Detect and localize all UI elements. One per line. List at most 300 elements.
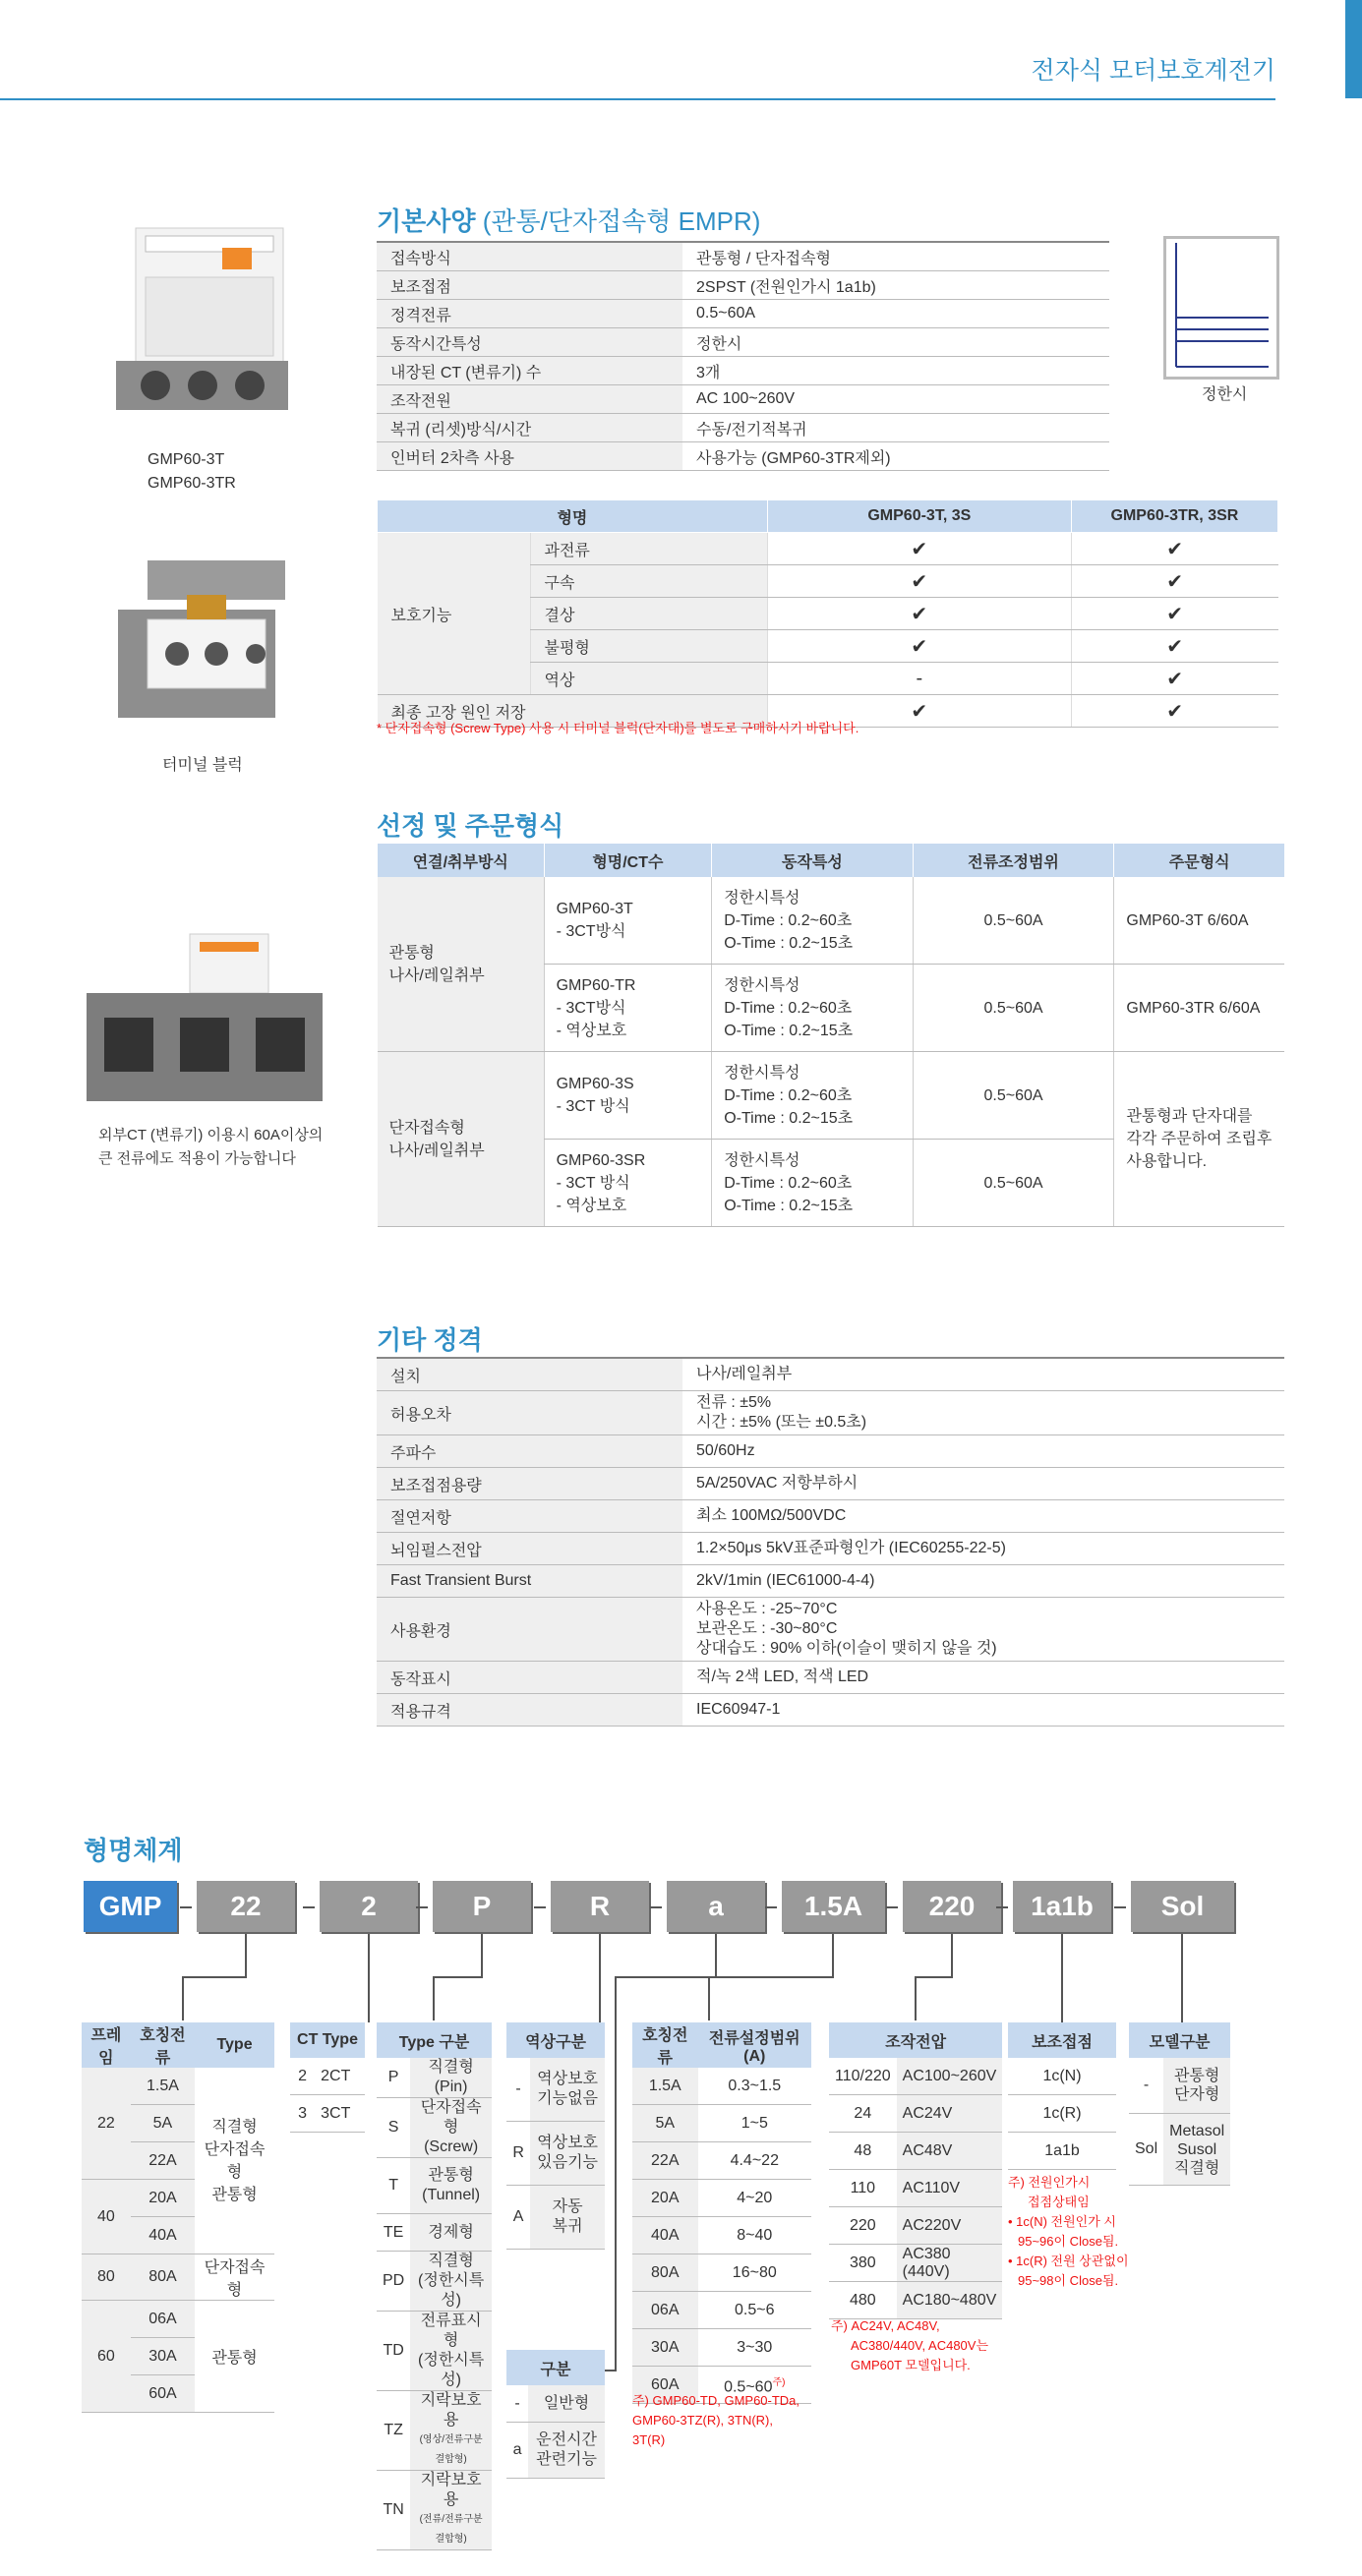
check-mark: - xyxy=(767,663,1071,695)
note-line: 95~98이 Close됨. xyxy=(1018,2273,1119,2288)
note-line: AC380/440V, AC480V는 xyxy=(851,2338,989,2353)
note-line: 접점상태임 xyxy=(1028,2195,1090,2209)
type-desc xyxy=(410,2471,492,2550)
rated-current: 40A xyxy=(131,2217,195,2254)
mount-type xyxy=(378,877,545,1052)
spec-key: 뇌임펄스전압 xyxy=(377,1533,682,1565)
check-mark: ✔ xyxy=(767,565,1071,598)
order-line: GMP60-3T 6/60A xyxy=(1126,911,1249,929)
value-line: 시간 : ±5% (또는 ±0.5초) xyxy=(696,1414,867,1431)
terminal-block-caption: 터미널 블럭 xyxy=(162,757,243,774)
voltage-code: 48 xyxy=(829,2133,897,2170)
spec-value xyxy=(682,1694,1284,1727)
col-header: 동작특성 xyxy=(712,844,913,877)
connector-line xyxy=(915,1976,917,2020)
spec-key: 보조접점 xyxy=(377,271,682,300)
spec-value xyxy=(682,1358,1284,1391)
model-line: GMP60-3SR xyxy=(556,1151,646,1169)
connector-line xyxy=(182,1976,246,1978)
order-row xyxy=(378,877,1285,965)
connector-line xyxy=(182,1976,184,2020)
connector-line xyxy=(368,1934,370,2022)
spec-row xyxy=(377,357,1109,385)
header-tab-marker xyxy=(1345,0,1362,98)
spec-row xyxy=(377,1565,1284,1598)
spec-value xyxy=(682,1662,1284,1694)
type-desc xyxy=(410,2158,492,2214)
connector-line xyxy=(433,1976,482,1978)
current-range: 0.5~60A xyxy=(913,877,1114,965)
mount-line: 관통형 xyxy=(388,944,435,962)
spec-key: 접속방식 xyxy=(377,242,682,271)
basic-spec-title xyxy=(377,202,760,238)
value-line: 전류 : ±5% xyxy=(696,1394,772,1411)
setting-range: 4.4~22 xyxy=(698,2142,811,2180)
type-code: TZ xyxy=(377,2391,410,2471)
value-line: 5A/250VAC 저항부하시 xyxy=(696,1475,859,1492)
aux-contact-table xyxy=(1008,2022,1116,2170)
model-ct xyxy=(544,877,712,965)
spec-key: 인버터 2차측 사용 xyxy=(377,442,682,471)
current-row xyxy=(632,2105,811,2142)
value-line: 최소 100MΩ/500VDC xyxy=(696,1507,847,1524)
type-code: TN xyxy=(377,2471,410,2550)
ct-code: 3 xyxy=(290,2095,315,2133)
desc-line: 운전시간 xyxy=(536,2431,597,2448)
current-range: 0.5~60A xyxy=(913,1140,1114,1227)
col-header: 호칭전류 xyxy=(131,2022,195,2068)
model-code-box: Sol xyxy=(1131,1881,1234,1932)
spec-row xyxy=(377,1391,1284,1435)
voltage-desc: AC180~480V xyxy=(897,2282,1003,2319)
col-header: Type xyxy=(195,2022,274,2068)
spec-value xyxy=(682,1500,1284,1533)
voltage-code: 380 xyxy=(829,2245,897,2282)
value-line: 1.2×50μs 5kV표준파형인가 (IEC60255-22-5) xyxy=(696,1540,1006,1556)
type-row xyxy=(377,2312,492,2391)
desc-line: 직결형 xyxy=(428,2253,474,2269)
spec-row xyxy=(377,1358,1284,1391)
spec-row xyxy=(377,1435,1284,1468)
col-header: 연결/취부방식 xyxy=(378,844,545,877)
current-row xyxy=(632,2329,811,2367)
model-code-box: 2 xyxy=(320,1881,418,1932)
spec-key: 보조접점용량 xyxy=(377,1468,682,1500)
frame-code: 80 xyxy=(82,2254,131,2301)
setting-range: 8~40 xyxy=(698,2217,811,2254)
type-code: T xyxy=(377,2158,410,2214)
spec-value xyxy=(682,1533,1284,1565)
order-format xyxy=(1114,965,1284,1052)
spec-row xyxy=(377,1468,1284,1500)
reverse-desc xyxy=(530,2058,605,2122)
model-code: Sol xyxy=(1129,2114,1163,2186)
type-desc xyxy=(410,2391,492,2471)
connector-line xyxy=(1061,1934,1063,2022)
rated-current: 20A xyxy=(131,2180,195,2217)
value-line: 2kV/1min (IEC61000-4-4) xyxy=(696,1572,875,1589)
model-code-box: a xyxy=(667,1881,765,1932)
type-row xyxy=(377,2391,492,2471)
model-ct xyxy=(544,1140,712,1227)
desc-line: 단자형 xyxy=(1173,2086,1220,2103)
note-line: 주) AC24V, AC48V, xyxy=(831,2318,940,2333)
value-line: 상대습도 : 90% 이하(이슬이 맺히지 않을 것) xyxy=(696,1640,997,1657)
check-mark: ✔ xyxy=(1071,663,1277,695)
note-line: • 1c(R) 전원 상관없이 xyxy=(1008,2254,1129,2268)
spec-row xyxy=(377,328,1109,357)
spec-value: 정한시 xyxy=(682,328,1109,357)
desc-line: (정한시특성) xyxy=(418,2352,485,2388)
char-line: 정한시특성 xyxy=(724,1151,800,1169)
header-divider xyxy=(0,98,1275,100)
spec-row xyxy=(377,1662,1284,1694)
external-ct-image xyxy=(87,924,332,1111)
model-code-box: 220 xyxy=(903,1881,1001,1932)
characteristic xyxy=(712,1052,913,1140)
desc-line: 역상보호 xyxy=(537,2135,598,2151)
type-row xyxy=(377,2471,492,2550)
model-code: - xyxy=(1129,2058,1163,2114)
frame-table xyxy=(82,2022,274,2413)
page-header-title: 전자식 모터보호계전기 xyxy=(1031,57,1275,85)
rated-current: 5A xyxy=(632,2105,698,2142)
model-line: - 역상보호 xyxy=(556,1197,627,1214)
product-caption xyxy=(148,448,236,496)
desc-line: 자동 xyxy=(552,2198,583,2215)
aux-contact: 1c(N) xyxy=(1008,2058,1116,2095)
rated-current: 80A xyxy=(632,2254,698,2292)
col-header: 보조접점 xyxy=(1008,2022,1116,2058)
caption-line-1: 외부CT (변류기) 이용시 60A이상의 xyxy=(98,1127,324,1143)
rated-current: 06A xyxy=(632,2292,698,2329)
mount-type xyxy=(378,1052,545,1227)
rated-current: 80A xyxy=(131,2254,195,2301)
chain-separator xyxy=(416,1906,428,1908)
spec-value: 2SPST (전원인가시 1a1b) xyxy=(682,271,1109,300)
ct-desc: 2CT xyxy=(315,2058,365,2095)
connector-line xyxy=(708,1976,710,2020)
type-table xyxy=(377,2022,492,2550)
current-range-table xyxy=(632,2022,811,2404)
type-desc xyxy=(410,2312,492,2391)
char-line: O-Time : 0.2~15초 xyxy=(724,1022,854,1039)
kind-code: - xyxy=(506,2385,528,2423)
voltage-code: 110/220 xyxy=(829,2058,897,2095)
check-mark: ✔ xyxy=(767,630,1071,663)
spec-key: 동작시간특성 xyxy=(377,328,682,357)
current-row xyxy=(632,2068,811,2105)
type-code: TD xyxy=(377,2312,410,2391)
voltage-row xyxy=(829,2170,1002,2207)
voltage-desc: AC220V xyxy=(897,2207,1003,2245)
voltage-note xyxy=(831,2316,988,2375)
model-desc xyxy=(1163,2114,1230,2186)
order-format xyxy=(1114,1052,1284,1227)
desc-line: 있음기능 xyxy=(537,2154,598,2171)
spec-row xyxy=(377,242,1109,271)
voltage-row xyxy=(829,2282,1002,2319)
kind-desc xyxy=(528,2423,605,2479)
characteristic xyxy=(712,877,913,965)
connector-line xyxy=(615,1976,717,1978)
basic-spec-heading: 기본사양 xyxy=(377,206,476,236)
spec-key: 정격전류 xyxy=(377,300,682,328)
setting-range: 0.5~6 xyxy=(698,2292,811,2329)
spec-key: 허용오차 xyxy=(377,1391,682,1435)
col-header: 조작전압 xyxy=(829,2022,1002,2058)
desc-line: 직결형 xyxy=(1173,2159,1220,2177)
order-row xyxy=(378,1052,1285,1140)
order-format xyxy=(1114,877,1284,965)
model-system-title: 형명체계 xyxy=(84,1836,183,1865)
aux-contact: 1c(R) xyxy=(1008,2095,1116,2133)
aux-row xyxy=(1008,2133,1116,2170)
model-line: GMP60-3S xyxy=(556,1076,634,1092)
order-title: 선정 및 주문형식 xyxy=(377,811,564,841)
frame-code: 60 xyxy=(82,2301,131,2413)
char-line: O-Time : 0.2~15초 xyxy=(724,1197,854,1214)
reverse-code: - xyxy=(506,2058,530,2122)
model-ct xyxy=(544,1052,712,1140)
voltage-desc: AC110V xyxy=(897,2170,1003,2207)
col-header: 전류설정범위(A) xyxy=(698,2022,811,2068)
time-curve-chart xyxy=(1163,236,1279,380)
spec-row xyxy=(377,1598,1284,1662)
desc-line: Susol xyxy=(1177,2140,1217,2158)
model-code-box: R xyxy=(551,1881,649,1932)
protection-function: 결상 xyxy=(530,598,767,630)
frame-type xyxy=(195,2068,274,2254)
rated-current: 40A xyxy=(632,2217,698,2254)
desc-line: 지락보호용 xyxy=(420,2392,482,2429)
frame-type: 단자접속형 xyxy=(195,2254,274,2301)
reverse-row xyxy=(506,2058,605,2122)
value-line: 적/녹 2색 LED, 적색 LED xyxy=(696,1669,869,1685)
kind-desc xyxy=(528,2385,605,2423)
model-line: GMP60-TR xyxy=(556,976,636,994)
connector-line xyxy=(481,1934,483,1978)
connector-line xyxy=(951,1934,953,1978)
spec-key: 설치 xyxy=(377,1358,682,1391)
frame-code: 22 xyxy=(82,2068,131,2180)
voltage-desc: AC24V xyxy=(897,2095,1003,2133)
setting-range: 0.3~1.5 xyxy=(698,2068,811,2105)
setting-range: 1~5 xyxy=(698,2105,811,2142)
desc-line: 복귀 xyxy=(552,2218,583,2235)
model-ct xyxy=(544,965,712,1052)
type-line: 관통형 xyxy=(211,2186,258,2203)
connector-line xyxy=(915,1976,952,1978)
voltage-row xyxy=(829,2058,1002,2095)
connector-line xyxy=(715,1934,717,1978)
desc-line: (Tunnel) xyxy=(422,2187,481,2203)
desc-line: 역상보호 xyxy=(537,2071,598,2087)
col-header: 전류조정범위 xyxy=(913,844,1114,877)
char-line: 정한시특성 xyxy=(724,1064,800,1082)
col-header: 역상구분 xyxy=(506,2022,605,2058)
product-image-gmp60-3t xyxy=(116,218,303,420)
rated-current: 60A xyxy=(131,2375,195,2413)
protection-function: 최종 고장 원인 저장 xyxy=(378,695,768,728)
desc-line: 관련기능 xyxy=(536,2451,597,2468)
rated-current: 22A xyxy=(632,2142,698,2180)
rated-current: 22A xyxy=(131,2142,195,2180)
type-line: 직결형 xyxy=(211,2118,258,2136)
protection-function: 역상 xyxy=(530,663,767,695)
spec-value xyxy=(682,1598,1284,1662)
col-header: 호칭전류 xyxy=(632,2022,698,2068)
basic-spec-subtitle: (관통/단자접속형 EMPR) xyxy=(482,206,761,236)
rated-current: 60A xyxy=(632,2367,698,2404)
mount-line: 나사/레일취부 xyxy=(388,1142,485,1159)
type-code: P xyxy=(377,2058,410,2098)
check-mark: ✔ xyxy=(1071,695,1277,728)
voltage-table xyxy=(829,2022,1002,2319)
characteristic xyxy=(712,1140,913,1227)
note-line: GMP60-3TZ(R), 3TN(R), xyxy=(632,2413,773,2428)
current-note xyxy=(632,2391,799,2450)
other-ratings-title: 기타 정격 xyxy=(377,1325,483,1355)
current-row xyxy=(632,2254,811,2292)
voltage-row xyxy=(829,2245,1002,2282)
col-header: GMP60-3T, 3S xyxy=(767,500,1071,533)
rated-current: 1.5A xyxy=(632,2068,698,2105)
frame-type: 관통형 xyxy=(195,2301,274,2413)
chain-separator xyxy=(303,1906,315,1908)
model-desc xyxy=(1163,2058,1230,2114)
ct-desc: 3CT xyxy=(315,2095,365,2133)
setting-range: 4~20 xyxy=(698,2180,811,2217)
voltage-desc: AC380 (440V) xyxy=(897,2245,1003,2282)
type-code: S xyxy=(377,2098,410,2158)
note-line: 주) GMP60-TD, GMP60-TDa, xyxy=(632,2393,800,2408)
order-line: GMP60-3TR 6/60A xyxy=(1126,999,1261,1017)
desc-line: 직결형 (Pin) xyxy=(428,2059,474,2095)
kind-row xyxy=(506,2385,605,2423)
rated-current: 30A xyxy=(632,2329,698,2367)
type-desc xyxy=(410,2098,492,2158)
voltage-desc: AC100~260V xyxy=(897,2058,1003,2095)
time-curve-caption: 정한시 xyxy=(1202,386,1248,403)
desc-line: Metasol xyxy=(1169,2122,1225,2139)
protection-note: * 단자접속형 (Screw Type) 사용 시 터미널 블럭(단자대)를 별도로 구매하시기 바랍니다. xyxy=(377,721,859,735)
aux-row xyxy=(1008,2058,1116,2095)
chain-separator xyxy=(650,1906,662,1908)
reverse-desc xyxy=(530,2122,605,2186)
rated-current: 20A xyxy=(632,2180,698,2217)
spec-key: 복귀 (리셋)방식/시간 xyxy=(377,414,682,442)
spec-row xyxy=(377,442,1109,471)
mount-line: 단자접속형 xyxy=(388,1119,465,1137)
chain-separator xyxy=(534,1906,546,1908)
voltage-code: 24 xyxy=(829,2095,897,2133)
reverse-desc xyxy=(530,2186,605,2250)
type-row xyxy=(377,2058,492,2098)
char-line: D-Time : 0.2~60초 xyxy=(724,999,853,1017)
char-line: 정한시특성 xyxy=(724,889,800,907)
model-line: - 3CT 방식 xyxy=(556,1174,630,1192)
check-mark: ✔ xyxy=(767,533,1071,565)
other-ratings-table xyxy=(377,1357,1284,1727)
desc-line: 전류표시형 xyxy=(420,2313,482,2349)
spec-row xyxy=(377,385,1109,414)
spec-value: 3개 xyxy=(682,357,1109,385)
spec-value xyxy=(682,1435,1284,1468)
spec-key: 조작전원 xyxy=(377,385,682,414)
chain-separator xyxy=(765,1906,777,1908)
type-code: TE xyxy=(377,2214,410,2252)
char-line: D-Time : 0.2~60초 xyxy=(724,911,853,929)
model-row xyxy=(1129,2058,1230,2114)
char-line: D-Time : 0.2~60초 xyxy=(724,1174,853,1192)
spec-row xyxy=(377,1694,1284,1727)
spec-value: 수동/전기적복귀 xyxy=(682,414,1109,442)
current-row xyxy=(632,2142,811,2180)
col-header: CT Type xyxy=(290,2022,365,2058)
spec-row xyxy=(377,271,1109,300)
protection-function: 구속 xyxy=(530,565,767,598)
char-line: O-Time : 0.2~15초 xyxy=(724,934,854,952)
spec-row xyxy=(377,300,1109,328)
current-range: 0.5~60A xyxy=(913,1052,1114,1140)
spec-value: 관통형 / 단자접속형 xyxy=(682,242,1109,271)
desc-line: 경제형 xyxy=(428,2223,474,2241)
value-line: IEC60947-1 xyxy=(696,1701,781,1718)
type-desc xyxy=(410,2214,492,2252)
order-line: 사용합니다. xyxy=(1126,1153,1208,1170)
frame-code: 40 xyxy=(82,2180,131,2254)
protection-row xyxy=(378,533,1278,565)
type-row xyxy=(377,2158,492,2214)
spec-key: 내장된 CT (변류기) 수 xyxy=(377,357,682,385)
desc-line: 단자접속형 xyxy=(420,2099,482,2136)
type-line: 단자접속형 xyxy=(204,2140,266,2181)
current-row xyxy=(632,2217,811,2254)
type-code: PD xyxy=(377,2252,410,2312)
reverse-phase-table xyxy=(506,2022,605,2250)
value-line: 50/60Hz xyxy=(696,1442,755,1459)
ct-type-table xyxy=(290,2022,365,2133)
model-line: GMP60-3T xyxy=(556,901,633,917)
kind-row xyxy=(506,2423,605,2479)
check-mark: ✔ xyxy=(767,598,1071,630)
voltage-code: 110 xyxy=(829,2170,897,2207)
reverse-code: A xyxy=(506,2186,530,2250)
kind-code: a xyxy=(506,2423,528,2479)
col-header: 모델구분 xyxy=(1129,2022,1230,2058)
spec-value: 0.5~60A xyxy=(682,300,1109,328)
desc-line: 지락보호용 xyxy=(420,2472,482,2508)
rated-current: 30A xyxy=(131,2338,195,2375)
voltage-row xyxy=(829,2133,1002,2170)
col-header: Type 구분 xyxy=(377,2022,492,2058)
mount-line: 나사/레일취부 xyxy=(388,966,485,984)
connector-line xyxy=(832,1934,834,1978)
kind-table xyxy=(506,2350,605,2479)
note-line: • 1c(N) 전원인가 시 xyxy=(1008,2214,1116,2229)
caption-line-2: 큰 전류에도 적용이 가능합니다 xyxy=(98,1150,296,1167)
spec-row xyxy=(377,414,1109,442)
protection-group: 보호기능 xyxy=(378,533,531,695)
protection-function: 불평형 xyxy=(530,630,767,663)
voltage-row xyxy=(829,2095,1002,2133)
note-line: 95~96이 Close됨. xyxy=(1018,2234,1119,2249)
range-value: 0.5~60 xyxy=(724,2378,773,2396)
type-desc xyxy=(410,2252,492,2312)
model-code-box: P xyxy=(433,1881,531,1932)
chain-separator xyxy=(886,1906,898,1908)
